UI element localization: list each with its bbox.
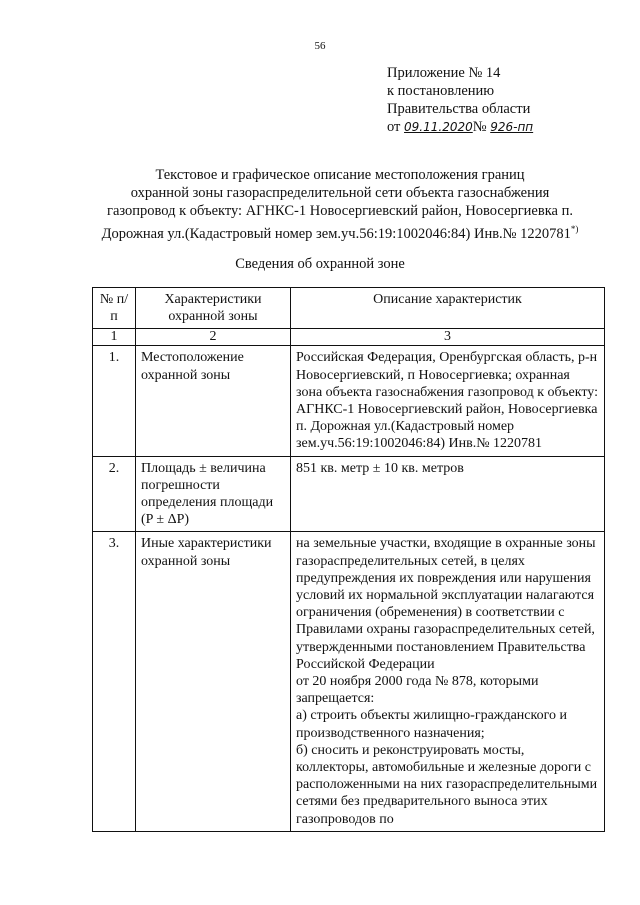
row-number: 1. bbox=[93, 346, 136, 456]
table-row bbox=[93, 532, 605, 831]
numbering-cell: 1 bbox=[93, 329, 136, 346]
row-characteristic: Иные характеристики охранной зоны bbox=[136, 532, 291, 831]
description-paragraph: от 20 ноября 2000 года № 878, которыми запрещается: bbox=[296, 674, 539, 707]
appendix-line-3: Правительства области bbox=[387, 101, 531, 117]
section-subtitle: Сведения об охранной зоне bbox=[235, 256, 405, 272]
row-description bbox=[291, 456, 605, 532]
description-paragraph: б) сносить и реконструировать мосты, коллекторы, автомобильные и железные дороги с расположенными на них газораспределительными сетями без предварительного выноса этих газопроводов по bbox=[296, 742, 598, 827]
title-line-3: газопровод к объекту: АГНКС-1 Новосергиевский район, Новосергиевка п. bbox=[107, 203, 573, 219]
table-header-row bbox=[93, 288, 605, 329]
handwritten-number: 926-пп bbox=[490, 120, 534, 134]
document-title bbox=[70, 166, 610, 243]
appendix-no-sign: № bbox=[472, 119, 487, 135]
handwritten-date: 09.11.2020 bbox=[404, 120, 473, 134]
title-line-2: охранной зоны газораспределительной сети объекта газоснабжения bbox=[130, 185, 550, 201]
description-paragraph: Российская Федерация, Оренбургская область, р-н Новосергиевский, п Новосергиевка; охранная зона объекта газоснабжения газопровод к объекту: АГНКС-1 Новосергиевский район, Новосергиевка п. Дорожная ул.(Кадастровый номер зем.уч.56:19:1002046:84) Инв.№ 1220781 bbox=[296, 350, 598, 452]
footnote-mark: *) bbox=[570, 224, 579, 234]
description-paragraph: 851 кв. метр ± 10 кв. метров bbox=[296, 460, 464, 476]
page-number: 56 bbox=[314, 40, 326, 52]
title-line-4-text: Дорожная ул.(Кадастровый номер зем.уч.56:19:1002046:84) Инв.№ 1220781 bbox=[101, 225, 571, 242]
numbering-cell: 3 bbox=[291, 329, 605, 346]
title-line-1: Текстовое и графическое описание местоположения границ bbox=[155, 167, 525, 183]
table-row bbox=[93, 456, 605, 532]
zone-info-table bbox=[92, 287, 605, 832]
appendix-line-2: к постановлению bbox=[387, 83, 495, 99]
numbering-cell: 2 bbox=[136, 329, 291, 346]
header-description: Описание характеристик bbox=[291, 288, 605, 329]
table-numbering-row bbox=[93, 329, 605, 346]
row-description bbox=[291, 532, 605, 831]
row-number: 3. bbox=[93, 532, 136, 831]
appendix-date-line bbox=[387, 118, 533, 136]
appendix-block bbox=[387, 64, 533, 136]
header-number: № п/п bbox=[93, 288, 136, 329]
row-number: 2. bbox=[93, 456, 136, 532]
description-paragraph: на земельные участки, входящие в охранные зоны газораспределительных сетей, в целях предупреждения их повреждения или нарушения условий их нормальной эксплуатации налагаются ограничения (обременения) в соответствии с Правилами охраны газораспределительных сетей, утвержденными постановлением Правительства Российской Федерации bbox=[296, 536, 596, 672]
appendix-line-1: Приложение № 14 bbox=[387, 65, 501, 81]
row-description bbox=[291, 346, 605, 456]
header-characteristic: Характеристики охранной зоны bbox=[136, 288, 291, 329]
appendix-from: от bbox=[387, 119, 401, 135]
row-characteristic: Площадь ± величина погрешности определения площади (P ± ΔP) bbox=[136, 456, 291, 532]
table-row bbox=[93, 346, 605, 456]
title-line-4 bbox=[70, 220, 610, 243]
row-characteristic: Местоположение охранной зоны bbox=[136, 346, 291, 456]
description-paragraph: а) строить объекты жилищно-гражданского и производственного назначения; bbox=[296, 708, 567, 741]
